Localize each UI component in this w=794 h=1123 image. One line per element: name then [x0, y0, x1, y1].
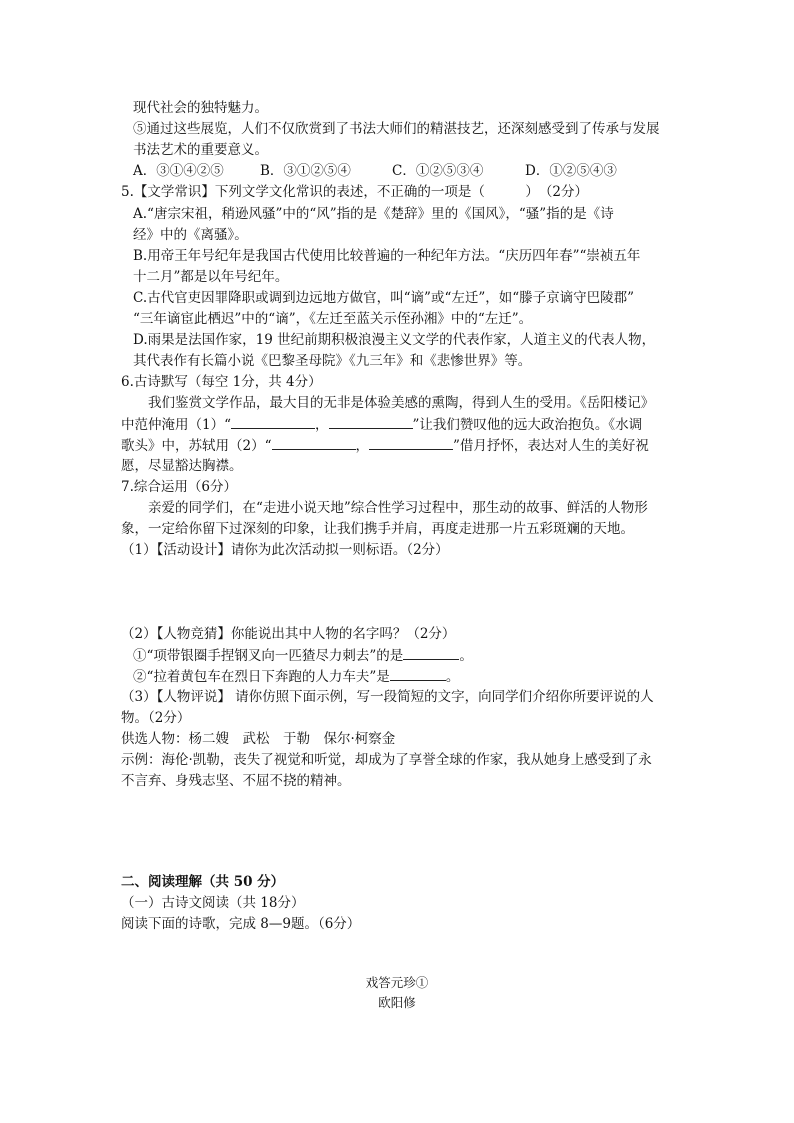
q7-sub1: （1）【活动设计】请你为此次活动拟一则标语。（2分）: [121, 542, 449, 558]
q6-blank1-prefix: 中范仲淹用（1）“: [121, 417, 231, 433]
poem-title: 戏答元珍①: [365, 975, 429, 990]
q5-option-b-line1: B.用帝王年号纪年是我国古代使用比较普遍的一种纪年方法。“庆历四年春”“崇祯五年: [133, 248, 641, 264]
q4-item5-line2: 书法艺术的重要意义。: [133, 142, 268, 158]
q7-sub2-blank1[interactable]: [403, 645, 459, 660]
q7-example-line2: 不言弃、身残志坚、不屈不挠的精神。: [121, 773, 351, 789]
q7-sub2-item1-end: 。: [459, 648, 473, 664]
q7-sub2-item1-text: ①“项带银圈手捏钢叉向一匹猹尽力刺去”的是: [133, 648, 404, 664]
q4-item5-line1: ⑤通过这些展览，人们不仅欣赏到了书法大师们的精湛技艺，还深刻感受到了传承与发展: [133, 121, 660, 137]
q6-blank-2a[interactable]: [272, 435, 356, 450]
q5-option-a-line2: 经》中的《离骚》。: [133, 227, 248, 243]
q6-text-line4: 愿，尽显豁达胸襟。: [121, 458, 243, 474]
q6-text-line2: [121, 414, 642, 435]
q6-blank1-suffix: ”让我们赞叹他的远大政治抱负。《水调: [412, 417, 643, 433]
q6-comma: ，: [315, 417, 329, 433]
q7-intro-line1: 亲爱的同学们，在“走进小说天地”综合性学习过程中，那生动的故事、鲜活的人物形: [148, 500, 648, 516]
q7-sub3-line2: 物。（2分）: [121, 710, 191, 726]
q6-blank-2b[interactable]: [369, 435, 453, 450]
poem-author: 欧阳修: [378, 995, 416, 1010]
q6-blank-1b[interactable]: [329, 414, 413, 429]
q5-option-d-line2: 其代表作有长篇小说《巴黎圣母院》《九三年》和《悲惨世界》等。: [133, 353, 532, 369]
q6-blank2-suffix: ”借月抒怀，表达对人生的美好祝: [453, 438, 649, 454]
q4-option-a: A．③①④②⑤: [133, 163, 224, 179]
q5-option-c-line1: C.古代官吏因罪降职或调到边远地方做官，叫“谪”或“左迁”，如“滕子京谪守巴陵郡”: [133, 290, 635, 306]
q5-stem: 5.【文学常识】下列文学文化常识的表述，不正确的一项是（ ） （2分）: [121, 184, 588, 200]
q4-option-c: C．①②⑤③④: [392, 163, 484, 179]
q4-option-b: B．③①②⑤④: [260, 163, 351, 179]
q6-comma-2: ，: [355, 438, 369, 454]
q6-blank2-prefix: 歌头》中，苏轼用（2）“: [121, 438, 272, 454]
q7-sub2-item1: [133, 645, 473, 666]
q7-intro-line2: 象，一定给你留下过深刻的印象，让我们携手并肩，再度走进那一片五彩斑斓的天地。: [121, 521, 634, 537]
q6-text-line1: 我们鉴赏文学作品，最大目的无非是体验美感的熏陶，得到人生的受用。《岳阳楼记》: [148, 395, 655, 411]
q7-stem: 7.综合运用（6分）: [121, 479, 237, 495]
q4-option-d: D．①②⑤④③: [525, 163, 617, 179]
q5-option-c-line2: “三年谪宦此栖迟”中的“谪”，《左迁至蓝关示侄孙湘》中的“左迁”。: [133, 311, 533, 327]
q4-line1: 现代社会的独特魅力。: [133, 100, 268, 116]
q6-text-line3: [121, 435, 649, 456]
subsection-title: （一）古诗文阅读（共 18分）: [121, 895, 305, 911]
q6-stem: 6.古诗默写（每空 1分，共 4分）: [121, 374, 322, 390]
q7-sub2: （2）【人物竞猜】你能说出其中人物的名字吗？（2分）: [121, 626, 456, 642]
q7-choices: 供选人物：杨二嫂 武松 于勒 保尔·柯察金: [121, 731, 396, 747]
q5-option-a-line1: A.“唐宗宋祖，稍逊风骚”中的“风”指的是《楚辞》里的《国风》，“骚”指的是《诗: [133, 206, 614, 222]
reading-instruction: 阅读下面的诗歌，完成 8—9题。（6分）: [121, 916, 361, 932]
q7-sub3-line1: （3）【人物评说】 请你仿照下面示例，写一段简短的文字，向同学们介绍你所要评说的人: [121, 689, 654, 705]
q7-sub2-item2: [133, 666, 459, 687]
q5-option-b-line2: 十二月”都是以年号纪年。: [133, 269, 289, 285]
q7-sub2-item2-text: ②“拉着黄包车在烈日下奔跑的人力车夫”是: [133, 669, 390, 685]
q7-sub2-blank2[interactable]: [390, 666, 446, 681]
q5-option-d-line1: D.雨果是法国作家，19 世纪前期积极浪漫主义文学的代表作家，人道主义的代表人物，: [133, 332, 656, 348]
q6-blank-1a[interactable]: [231, 414, 315, 429]
q7-sub2-item2-end: 。: [445, 669, 460, 685]
section-2-title: 二、阅读理解（共 50 分）: [121, 874, 285, 890]
q7-example-line1: 示例：海伦·凯勒，丧失了视觉和听觉，却成为了享誉全球的作家，我从她身上感受到了永: [121, 752, 652, 768]
